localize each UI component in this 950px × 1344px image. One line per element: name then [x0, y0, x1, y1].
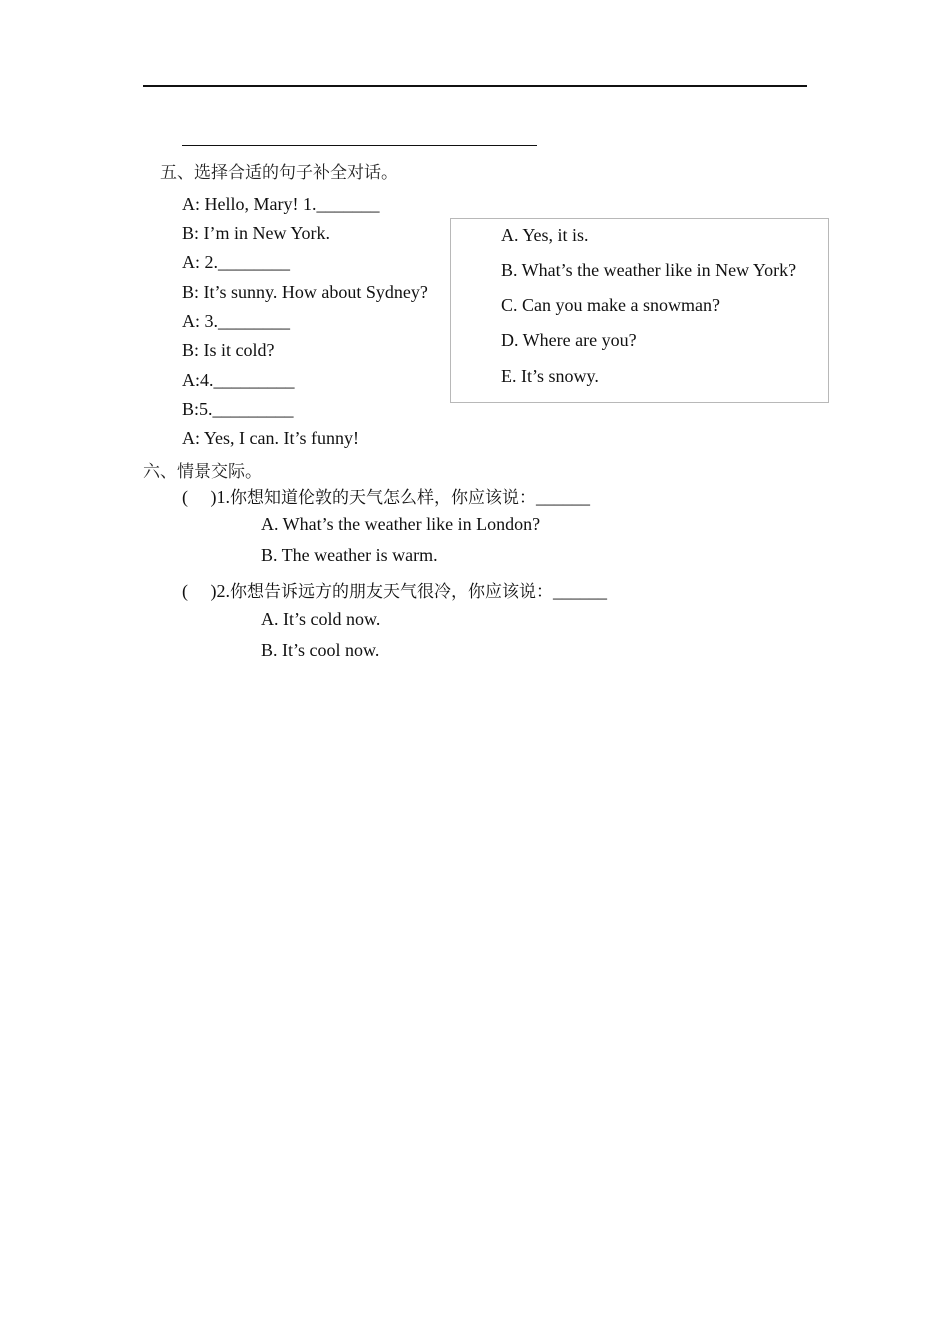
question-1-choice-b: B. The weather is warm.: [261, 545, 438, 565]
option-c: C. Can you make a snowman?: [501, 295, 720, 315]
answer-line: [182, 145, 537, 146]
dialogue-line-4: B: It’s sunny. How about Sydney?: [182, 282, 428, 302]
answer-blank[interactable]: ______: [553, 581, 607, 601]
answer-bracket[interactable]: ( ): [182, 581, 217, 601]
section6-heading: 六、情景交际。: [143, 462, 262, 482]
dialogue-line-8: B:5._________: [182, 399, 294, 419]
dialogue-line-7: A:4._________: [182, 370, 295, 390]
dialogue-line-5: A: 3.________: [182, 311, 290, 331]
question-1-choice-a: A. What’s the weather like in London?: [261, 514, 541, 534]
option-b: B. What’s the weather like in New York?: [501, 260, 797, 280]
answer-bracket[interactable]: ( ): [182, 487, 217, 507]
question-1: [182, 483, 590, 508]
top-divider-line: [143, 85, 807, 87]
dialogue-line-2: B: I’m in New York.: [182, 223, 331, 243]
dialogue-line-9: A: Yes, I can. It’s funny!: [182, 428, 359, 448]
answer-blank[interactable]: ______: [536, 487, 590, 507]
question-2: [182, 577, 607, 602]
dialogue-line-6: B: Is it cold?: [182, 340, 275, 360]
option-d: D. Where are you?: [501, 330, 637, 350]
question-prompt: 你想知道伦敦的天气怎么样，你应该说：: [230, 488, 536, 508]
dialogue-line-1: A: Hello, Mary! 1._______: [182, 194, 380, 214]
question-number: 2.: [216, 581, 230, 601]
question-2-choice-a: A. It’s cold now.: [261, 609, 381, 629]
question-number: 1.: [216, 487, 230, 507]
section5-heading: 五、选择合适的句子补全对话。: [160, 163, 398, 183]
dialogue-line-3: A: 2.________: [182, 252, 290, 272]
question-prompt: 你想告诉远方的朋友天气很冷，你应该说：: [230, 582, 553, 602]
option-e: E. It’s snowy.: [501, 366, 599, 386]
option-a: A. Yes, it is.: [501, 225, 589, 245]
question-2-choice-b: B. It’s cool now.: [261, 640, 380, 660]
